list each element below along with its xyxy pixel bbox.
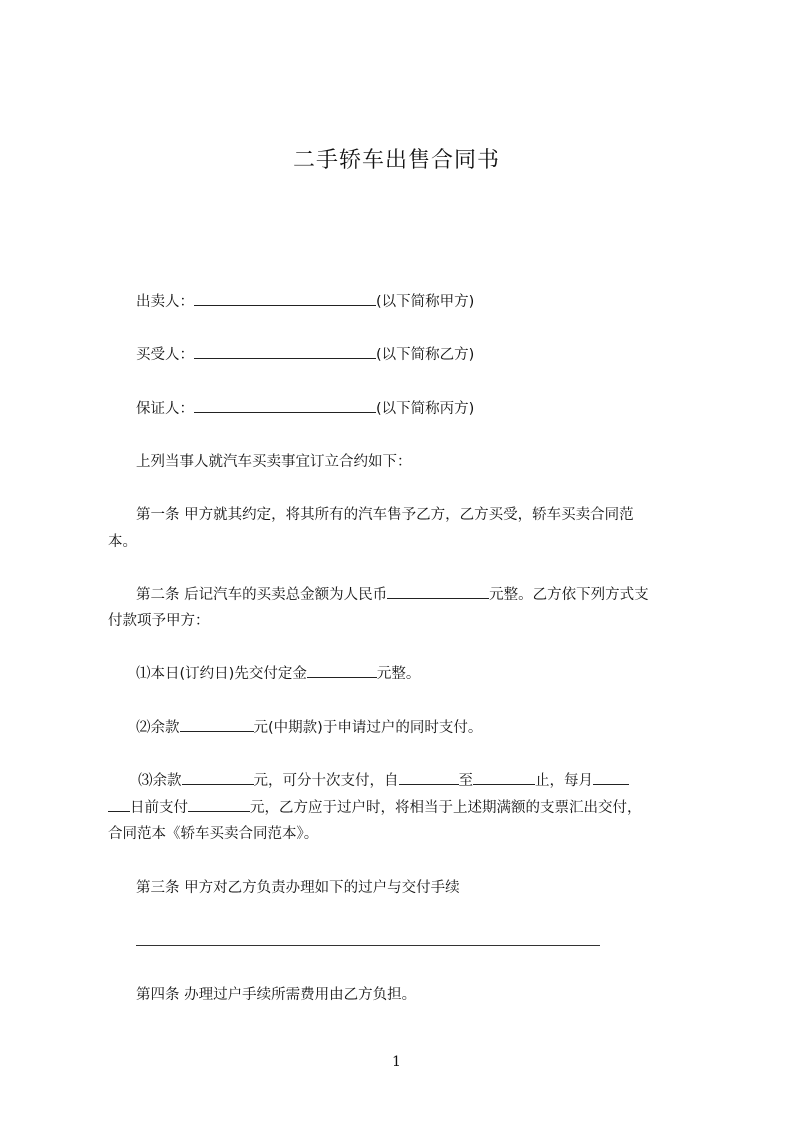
article1-line1: 第一条 甲方就其约定，将其所有的汽车售予乙方，乙方买受，轿车买卖合同范 xyxy=(136,507,634,523)
article3-text: 第三条 甲方对乙方负责办理如下的过户与交付手续 xyxy=(136,880,460,896)
intro-text: 上列当事人就汽车买卖事宜订立合约如下： xyxy=(136,454,412,470)
article2-line1 xyxy=(136,582,649,607)
guarantor-label: 保证人： xyxy=(136,401,194,417)
page-number: 1 xyxy=(392,1054,401,1070)
article1-line2: 本。 xyxy=(108,534,137,550)
guarantor-suffix: (以下简称丙方) xyxy=(376,401,475,417)
seller-line xyxy=(136,289,474,314)
installment-amount-blank[interactable] xyxy=(188,795,250,812)
item2-text-b: 元(中期款)于申请过户的同时支付。 xyxy=(253,720,483,736)
item3-line2-text-b: 元，乙方应于过户时，将相当于上述期满额的支票汇出交付， xyxy=(250,800,642,816)
guarantor-line xyxy=(136,396,474,421)
item3-text-b: 元，可分十次支付，自 xyxy=(253,773,399,789)
page-title: 二手轿车出售合同书 xyxy=(292,148,500,173)
article2-text-b: 元整。乙方依下列方式支 xyxy=(489,587,649,603)
item3-line3: 合同范本《轿车买卖合同范本》。 xyxy=(108,826,319,842)
article3-fill-line[interactable] xyxy=(136,945,600,946)
guarantor-blank[interactable] xyxy=(194,396,376,413)
item2-text-a: ⑵余款 xyxy=(136,720,180,736)
item3-text-a: ⑶余款 xyxy=(138,773,182,789)
monthly-day-blank-part2[interactable] xyxy=(108,795,130,812)
item2-line xyxy=(136,715,482,740)
item1-line xyxy=(136,661,420,686)
article2-text-a: 第二条 后记汽车的买卖总金额为人民币 xyxy=(136,587,388,603)
buyer-suffix: (以下简称乙方) xyxy=(376,347,475,363)
balance-amount-blank[interactable] xyxy=(182,768,254,785)
seller-blank[interactable] xyxy=(194,289,376,306)
item3-line2-text-a: 日前支付 xyxy=(130,800,188,816)
item1-text-b: 元整。 xyxy=(376,666,421,682)
seller-label: 出卖人： xyxy=(136,294,194,310)
midterm-amount-blank[interactable] xyxy=(180,715,254,732)
buyer-blank[interactable] xyxy=(194,342,376,359)
article4-text: 第四条 办理过户手续所需费用由乙方负担。 xyxy=(136,987,417,1003)
item3-text-d: 止，每月 xyxy=(535,773,593,789)
article2-line2: 付款项予甲方： xyxy=(108,613,210,629)
item3-line1 xyxy=(138,768,629,793)
total-amount-blank[interactable] xyxy=(387,582,489,599)
buyer-line xyxy=(136,342,474,367)
item1-text-a: ⑴本日(订约日)先交付定金 xyxy=(136,666,307,682)
item3-text-c: 至 xyxy=(458,773,473,789)
item3-line2 xyxy=(108,795,642,820)
start-date-blank[interactable] xyxy=(399,768,459,785)
monthly-day-blank-part1[interactable] xyxy=(593,768,629,785)
deposit-blank[interactable] xyxy=(307,661,377,678)
end-date-blank[interactable] xyxy=(473,768,535,785)
buyer-label: 买受人： xyxy=(136,347,194,363)
seller-suffix: (以下简称甲方) xyxy=(376,294,475,310)
